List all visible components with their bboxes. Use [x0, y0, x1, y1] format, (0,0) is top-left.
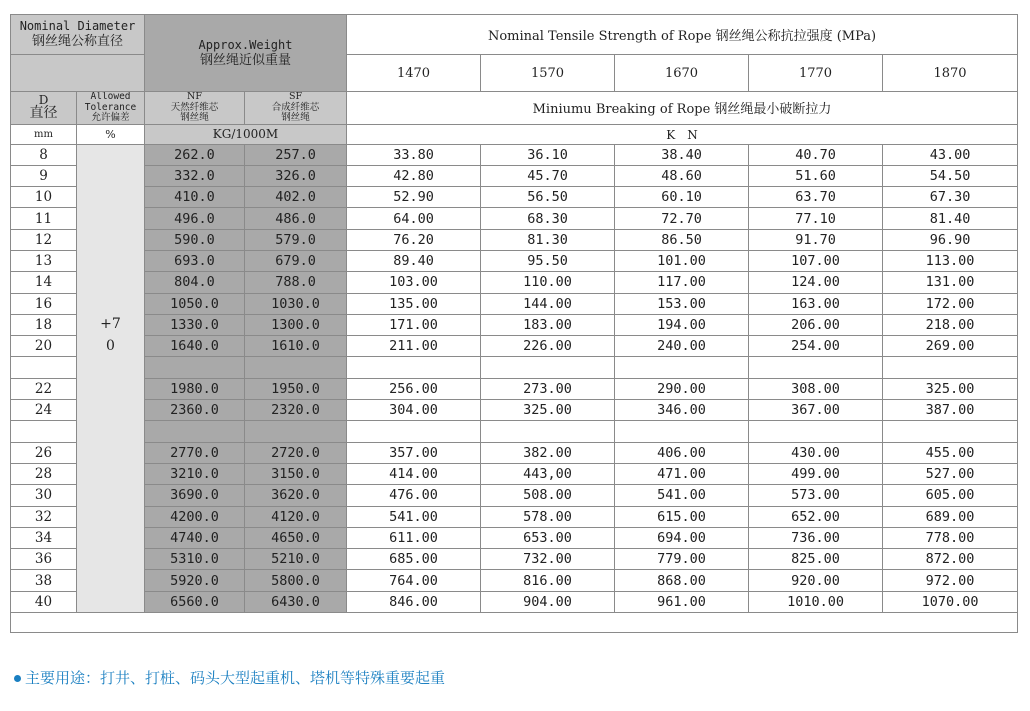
tolerance-upper: +7 [100, 315, 121, 332]
breaking-force-cell: 611.00 [347, 527, 481, 548]
breaking-force-cell: 60.10 [615, 187, 749, 208]
nf-weight-cell: 1050.0 [145, 293, 245, 314]
unit-pct: % [77, 124, 145, 144]
usage-note [14, 667, 445, 688]
breaking-force-cell: 67.30 [883, 187, 1018, 208]
sf-weight-cell: 5210.0 [245, 549, 347, 570]
breaking-force-cell [883, 357, 1018, 378]
breaking-force-cell: 499.00 [749, 463, 883, 484]
unit-weight: KG/1000M [145, 124, 347, 144]
diameter-cell: 12 [11, 229, 77, 250]
sf-weight-cell: 579.0 [245, 229, 347, 250]
rope-spec-table [10, 14, 1018, 633]
breaking-force-cell: 254.00 [749, 336, 883, 357]
breaking-force-cell: 972.00 [883, 570, 1018, 591]
breaking-force-cell: 64.00 [347, 208, 481, 229]
breaking-force-cell: 736.00 [749, 527, 883, 548]
diameter-cell: 11 [11, 208, 77, 229]
breaking-force-cell: 904.00 [481, 591, 615, 612]
breaking-force-cell: 113.00 [883, 250, 1018, 271]
sf-cn-l1: 合成纤维芯 [271, 101, 320, 113]
breaking-force-cell: 211.00 [347, 336, 481, 357]
breaking-force-cell: 357.00 [347, 442, 481, 463]
diameter-cell: 36 [11, 549, 77, 570]
tolerance-l1: Allowed [90, 91, 131, 102]
breaking-force-cell: 382.00 [481, 442, 615, 463]
diameter-cell: 8 [11, 144, 77, 165]
breaking-force-cell: 273.00 [481, 378, 615, 399]
nf-weight-cell: 804.0 [145, 272, 245, 293]
diameter-cell: 32 [11, 506, 77, 527]
sf-header [245, 92, 347, 125]
diameter-cell [11, 357, 77, 378]
breaking-force-cell: 56.50 [481, 187, 615, 208]
breaking-force-cell: 732.00 [481, 549, 615, 570]
d-label: D [38, 93, 49, 108]
table-row [11, 378, 1018, 399]
breaking-force-cell: 455.00 [883, 442, 1018, 463]
usage-text: 主要用途：打井、打桩、码头大型起重机、塔机等特殊重要起重 [25, 669, 446, 687]
breaking-force-cell: 206.00 [749, 314, 883, 335]
breaking-force-cell [481, 421, 615, 442]
breaking-force-cell: 131.00 [883, 272, 1018, 293]
nominal-diameter-header [11, 15, 145, 55]
breaking-force-cell: 573.00 [749, 485, 883, 506]
breaking-force-cell: 76.20 [347, 229, 481, 250]
breaking-force-cell: 81.30 [481, 229, 615, 250]
breaking-force-cell: 825.00 [749, 549, 883, 570]
sf-weight-cell: 3620.0 [245, 485, 347, 506]
breaking-force-cell: 135.00 [347, 293, 481, 314]
breaking-force-cell: 36.10 [481, 144, 615, 165]
sf-cn-l2: 钢丝绳 [281, 112, 310, 123]
nominal-diameter-cn: 钢丝绳公称直径 [31, 34, 123, 49]
breaking-force-cell: 81.40 [883, 208, 1018, 229]
approx-weight-cn: 钢丝绳近似重量 [200, 52, 292, 68]
strength-1870: 1870 [883, 55, 1018, 92]
breaking-force-cell: 45.70 [481, 165, 615, 186]
nf-weight-cell: 496.0 [145, 208, 245, 229]
breaking-force-cell: 48.60 [615, 165, 749, 186]
sf-weight-cell: 1300.0 [245, 314, 347, 335]
sf-weight-cell: 3150.0 [245, 463, 347, 484]
breaking-force-cell: 694.00 [615, 527, 749, 548]
breaking-force-cell: 920.00 [749, 570, 883, 591]
breaking-force-cell: 290.00 [615, 378, 749, 399]
nominal-diameter-en: Nominal Diameter [19, 19, 136, 33]
nf-cn-l2: 钢丝绳 [180, 112, 209, 123]
breaking-force-cell: 367.00 [749, 400, 883, 421]
breaking-force-cell: 96.90 [883, 229, 1018, 250]
sf-weight-cell [245, 357, 347, 378]
breaking-force-cell: 226.00 [481, 336, 615, 357]
breaking-force-cell: 38.40 [615, 144, 749, 165]
table-row [11, 527, 1018, 548]
breaking-force-cell: 68.30 [481, 208, 615, 229]
breaking-force-cell: 304.00 [347, 400, 481, 421]
approx-weight-header [145, 15, 347, 92]
nf-weight-cell: 6560.0 [145, 591, 245, 612]
nf-weight-cell: 262.0 [145, 144, 245, 165]
breaking-force-cell: 325.00 [883, 378, 1018, 399]
breaking-force-cell: 172.00 [883, 293, 1018, 314]
breaking-force-cell: 615.00 [615, 506, 749, 527]
nf-weight-cell: 5310.0 [145, 549, 245, 570]
breaking-force-cell: 42.80 [347, 165, 481, 186]
nf-weight-cell: 332.0 [145, 165, 245, 186]
diameter-cell: 16 [11, 293, 77, 314]
bullet-icon [14, 675, 21, 682]
diameter-cell: 24 [11, 400, 77, 421]
breaking-force-cell: 541.00 [615, 485, 749, 506]
tolerance-header [77, 92, 145, 125]
diameter-cell: 9 [11, 165, 77, 186]
nf-weight-cell: 2770.0 [145, 442, 245, 463]
breaking-force-cell: 430.00 [749, 442, 883, 463]
breaking-force-cell: 40.70 [749, 144, 883, 165]
breaking-force-cell: 308.00 [749, 378, 883, 399]
table-row [11, 208, 1018, 229]
sf-weight-cell: 2320.0 [245, 400, 347, 421]
tolerance-lower: 0 [106, 337, 115, 354]
breaking-force-cell: 183.00 [481, 314, 615, 335]
breaking-header: Miniumu Breaking of Rope 钢丝绳最小破断拉力 [347, 92, 1018, 125]
breaking-force-cell: 54.50 [883, 165, 1018, 186]
sf-weight-cell: 788.0 [245, 272, 347, 293]
diameter-cell: 13 [11, 250, 77, 271]
diameter-cell: 20 [11, 336, 77, 357]
breaking-force-cell: 387.00 [883, 400, 1018, 421]
breaking-force-cell: 86.50 [615, 229, 749, 250]
breaking-force-cell: 689.00 [883, 506, 1018, 527]
breaking-force-cell: 77.10 [749, 208, 883, 229]
breaking-force-cell: 101.00 [615, 250, 749, 271]
nf-weight-cell: 4200.0 [145, 506, 245, 527]
table-row [11, 144, 1018, 165]
table-row [11, 272, 1018, 293]
sf-weight-cell: 5800.0 [245, 570, 347, 591]
table-row [11, 293, 1018, 314]
sf-weight-cell: 1610.0 [245, 336, 347, 357]
breaking-force-cell: 346.00 [615, 400, 749, 421]
table-row [11, 442, 1018, 463]
sf-weight-cell: 1950.0 [245, 378, 347, 399]
table-row [11, 591, 1018, 612]
breaking-force-cell: 110.00 [481, 272, 615, 293]
table-row [11, 250, 1018, 271]
breaking-force-cell: 107.00 [749, 250, 883, 271]
breaking-force-cell: 256.00 [347, 378, 481, 399]
table-row [11, 463, 1018, 484]
sf-label: SF [288, 91, 303, 102]
nf-weight-cell: 590.0 [145, 229, 245, 250]
approx-weight-en: Approx.Weight [198, 37, 293, 52]
breaking-force-cell: 1010.00 [749, 591, 883, 612]
table-row [11, 336, 1018, 357]
breaking-force-cell: 103.00 [347, 272, 481, 293]
diameter-cell: 30 [11, 485, 77, 506]
table-row [11, 506, 1018, 527]
nf-weight-cell: 410.0 [145, 187, 245, 208]
breaking-force-cell: 653.00 [481, 527, 615, 548]
nf-cn-l1: 天然纤维芯 [170, 101, 219, 113]
breaking-force-cell [749, 421, 883, 442]
breaking-force-cell: 153.00 [615, 293, 749, 314]
breaking-force-cell: 508.00 [481, 485, 615, 506]
breaking-force-cell: 414.00 [347, 463, 481, 484]
diameter-cell: 40 [11, 591, 77, 612]
breaking-force-cell [347, 357, 481, 378]
breaking-force-cell [615, 357, 749, 378]
sf-weight-cell: 257.0 [245, 144, 347, 165]
table-row [11, 229, 1018, 250]
nf-weight-cell: 5920.0 [145, 570, 245, 591]
breaking-force-cell: 846.00 [347, 591, 481, 612]
table-row [11, 165, 1018, 186]
sf-weight-cell [245, 421, 347, 442]
diameter-cell: 10 [11, 187, 77, 208]
breaking-force-cell: 240.00 [615, 336, 749, 357]
nf-weight-cell: 1640.0 [145, 336, 245, 357]
tolerance-l2: Tolerance [84, 101, 137, 113]
breaking-force-cell: 527.00 [883, 463, 1018, 484]
diameter-cell: 18 [11, 314, 77, 335]
d-header [11, 92, 77, 125]
breaking-force-cell: 91.70 [749, 229, 883, 250]
tensile-strength-header: Nominal Tensile Strength of Rope 钢丝绳公称抗拉强度 (MPa) [347, 15, 1018, 55]
breaking-force-cell: 779.00 [615, 549, 749, 570]
diameter-cell: 28 [11, 463, 77, 484]
nf-weight-cell: 4740.0 [145, 527, 245, 548]
breaking-force-cell [615, 421, 749, 442]
sf-weight-cell: 6430.0 [245, 591, 347, 612]
table-row [11, 314, 1018, 335]
breaking-force-cell: 51.60 [749, 165, 883, 186]
sf-weight-cell: 326.0 [245, 165, 347, 186]
nf-weight-cell: 2360.0 [145, 400, 245, 421]
diameter-cell: 26 [11, 442, 77, 463]
breaking-force-cell: 117.00 [615, 272, 749, 293]
diameter-cell [11, 421, 77, 442]
diameter-cell: 22 [11, 378, 77, 399]
nf-weight-cell [145, 357, 245, 378]
sf-weight-cell: 486.0 [245, 208, 347, 229]
nf-header [145, 92, 245, 125]
breaking-force-cell: 541.00 [347, 506, 481, 527]
table-row [11, 400, 1018, 421]
breaking-force-cell: 961.00 [615, 591, 749, 612]
nf-weight-cell: 3690.0 [145, 485, 245, 506]
breaking-force-cell: 163.00 [749, 293, 883, 314]
breaking-force-cell: 578.00 [481, 506, 615, 527]
diameter-cell: 38 [11, 570, 77, 591]
breaking-force-cell: 868.00 [615, 570, 749, 591]
breaking-force-cell: 778.00 [883, 527, 1018, 548]
breaking-force-cell: 95.50 [481, 250, 615, 271]
diameter-cell: 34 [11, 527, 77, 548]
breaking-force-cell [749, 357, 883, 378]
breaking-force-cell: 124.00 [749, 272, 883, 293]
breaking-force-cell: 471.00 [615, 463, 749, 484]
strength-1770: 1770 [749, 55, 883, 92]
breaking-force-cell [347, 421, 481, 442]
breaking-force-cell: 72.70 [615, 208, 749, 229]
table-row [11, 570, 1018, 591]
nf-weight-cell: 1330.0 [145, 314, 245, 335]
nominal-diameter-spacer [11, 55, 145, 92]
table-footer-cell [11, 613, 1018, 633]
nf-weight-cell: 1980.0 [145, 378, 245, 399]
breaking-force-cell: 764.00 [347, 570, 481, 591]
table-row [11, 549, 1018, 570]
breaking-force-cell: 1070.00 [883, 591, 1018, 612]
breaking-force-cell: 476.00 [347, 485, 481, 506]
sf-weight-cell: 402.0 [245, 187, 347, 208]
strength-1570: 1570 [481, 55, 615, 92]
breaking-force-cell: 33.80 [347, 144, 481, 165]
breaking-force-cell: 406.00 [615, 442, 749, 463]
breaking-force-cell: 194.00 [615, 314, 749, 335]
breaking-force-cell: 872.00 [883, 549, 1018, 570]
table-row [11, 421, 1018, 442]
breaking-force-cell: 325.00 [481, 400, 615, 421]
unit-force: K N [347, 124, 1018, 144]
breaking-force-cell: 685.00 [347, 549, 481, 570]
breaking-force-cell: 269.00 [883, 336, 1018, 357]
strength-1670: 1670 [615, 55, 749, 92]
breaking-force-cell: 43.00 [883, 144, 1018, 165]
sf-weight-cell: 4120.0 [245, 506, 347, 527]
tolerance-cn: 允许偏差 [91, 112, 130, 123]
breaking-force-cell: 89.40 [347, 250, 481, 271]
breaking-force-cell: 652.00 [749, 506, 883, 527]
sf-weight-cell: 679.0 [245, 250, 347, 271]
unit-mm: mm [11, 124, 77, 144]
tolerance-cell [77, 144, 145, 613]
sf-weight-cell: 1030.0 [245, 293, 347, 314]
sf-weight-cell: 4650.0 [245, 527, 347, 548]
nf-label: NF [187, 91, 202, 102]
breaking-force-cell: 218.00 [883, 314, 1018, 335]
breaking-force-cell: 816.00 [481, 570, 615, 591]
table-row [11, 187, 1018, 208]
table-footer-row [11, 613, 1018, 633]
breaking-force-cell: 144.00 [481, 293, 615, 314]
d-cn: 直径 [29, 105, 58, 122]
nf-weight-cell: 3210.0 [145, 463, 245, 484]
breaking-force-cell [481, 357, 615, 378]
table-row [11, 357, 1018, 378]
breaking-force-cell: 443,00 [481, 463, 615, 484]
sf-weight-cell: 2720.0 [245, 442, 347, 463]
breaking-force-cell: 52.90 [347, 187, 481, 208]
breaking-force-cell [883, 421, 1018, 442]
breaking-force-cell: 605.00 [883, 485, 1018, 506]
strength-1470: 1470 [347, 55, 481, 92]
table-row [11, 485, 1018, 506]
breaking-force-cell: 63.70 [749, 187, 883, 208]
diameter-cell: 14 [11, 272, 77, 293]
nf-weight-cell: 693.0 [145, 250, 245, 271]
nf-weight-cell [145, 421, 245, 442]
breaking-force-cell: 171.00 [347, 314, 481, 335]
